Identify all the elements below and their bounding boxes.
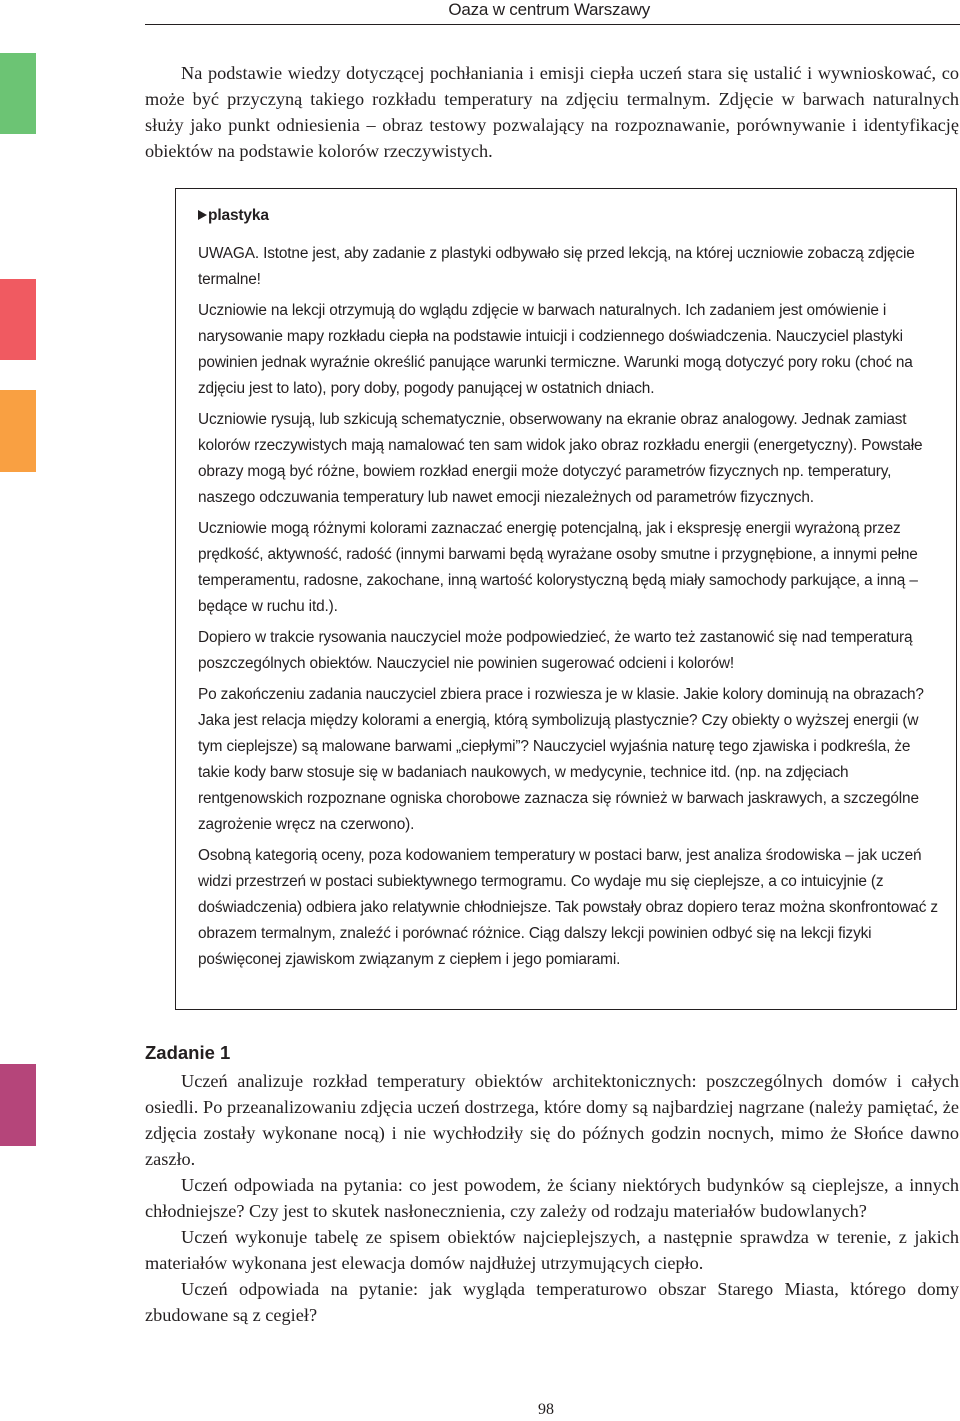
task-title: Zadanie 1 — [145, 1042, 231, 1063]
task-paragraph: Uczeń wykonuje tabelę ze spisem obiektów najcieplejszych, a następnie sprawdza w terenie, z jakich materiałów wykonana jest elewacja domów najdłużej utrzymujących ciepło. — [145, 1227, 959, 1273]
triangle-arrow-icon — [198, 210, 207, 220]
task-section — [145, 1068, 959, 1328]
box-paragraph: Osobną kategorią oceny, poza kodowaniem temperatury w postaci barw, jest analiza środowiska – jak uczeń widzi przestrzeń w postaci subiektywnego termogramu. Co wydaje mu się cieplejsze, a co intuicyjnie (z doświadczenia) odbiera jako relatywnie chłodniejsze. Tak powstały obraz dopiero teraz można skonfrontować z obrazem termalnym, znaleźć i porównać różnice. Ciąg dalszy lekcji powinien odbyć się na lekcji fizyki poświęconej zjawiskom związanym z ciepłem i jego pomiarami. — [198, 847, 938, 968]
task-paragraph: Uczeń analizuje rozkład temperatury obiektów architektonicznych: poszczególnych domów i całych osiedli. Po przeanalizowaniu zdjęcia uczeń dostrzega, które domy są najbardziej nagrzane (należy pamiętać, że zdjęcia zostały wykonane nocą) i nie wychłodziły się do późnych godzin nocnych, mimo że Słońce dawno zaszło. — [145, 1071, 959, 1169]
box-paragraph: Uczniowie na lekcji otrzymują do wglądu zdjęcie w barwach naturalnych. Ich zadaniem jest omówienie i narysowanie mapy rozkładu ciepła na podstawie intuicji i codziennego doświadczenia. Nauczyciel plastyki powinien jednak wyraźnie określić panujące warunki termiczne. Warunki mogą dotyczyć pory roku (choć na zdjęciu jest to lato), pory doby, pogody panującej w ostatnich dniach. — [198, 302, 913, 397]
art-lesson-box — [175, 188, 957, 1010]
subject-tag — [198, 203, 938, 229]
box-paragraph: Po zakończeniu zadania nauczyciel zbiera prace i rozwiesza je w klasie. Jakie kolory dominują na obrazach? Jaka jest relacja między kolorami a energią, którą symbolizują plastycznie? Czy obiekty o wyższej energii (w tym cieplejsze) są malowane barwami „ciepłymi”? Nauczyciel wyjaśnia naturę tego zjawiska i podkreśla, że takie kody barw stosuje się w badaniach naukowych, w medycynie, technice itd. (np. na zdjęciach rentgenowskich rozpoznane ogniska chorobowe zaznacza się również w barwach jaskrawych, a szczególne zagrożenie wręcz na czerwono). — [198, 686, 924, 833]
running-header-title: Oaza w centrum Warszawy — [448, 0, 650, 19]
box-paragraph: Uczniowie mogą różnymi kolorami zaznaczać energię potencjalną, jak i ekspresję energii wyrażoną przez prędkość, aktywność, radość (innymi barwami będą wyrażane osoby smutne i przygnębione, a innymi pełne temperamentu, radosne, zakochane, inną wartość kolorystyczną będą miały samochody parkujące, a inną – będące w ruchu itd.). — [198, 520, 918, 615]
header-divider — [145, 24, 960, 25]
subject-tag-label: plastyka — [208, 207, 269, 224]
box-paragraph: Dopiero w trakcie rysowania nauczyciel może podpowiedzieć, że warto też zastanowić się nad temperaturą poszczególnych obiektów. Nauczyciel nie powinien sugerować odcieni i kolorów! — [198, 629, 913, 672]
side-tab-green — [0, 53, 36, 134]
task-paragraph: Uczeń odpowiada na pytanie: jak wygląda temperaturowo obszar Starego Miasta, którego domy zbudowane są z cegieł? — [145, 1279, 959, 1325]
box-paragraph: Uczniowie rysują, lub szkicują schematycznie, obserwowany na ekranie obraz analogowy. Jednak zamiast kolorów rzeczywistych mają namalować ten sam widok jako obraz rozkładu energii (energetyczny). Powstałe obrazy mogą być różne, bowiem rozkład energii może dotyczyć parametrów fizycznych np. temperatury, naszego odczuwania temperatury lub nawet emocji niezależnych od parametrów fizycznych. — [198, 411, 923, 506]
intro-section — [145, 60, 959, 164]
intro-paragraph: Na podstawie wiedzy dotyczącej pochłaniania i emisji ciepła uczeń stara się ustalić i wywnioskować, co może być przyczyną takiego rozkładu temperatury na zdjęciu termalnym. Zdjęcie w barwach naturalnych służy jako punkt odniesienia – obraz testowy pozwalający na rozpoznawanie, porównywanie i identyfikację obiektów na podstawie kolorów rzeczywistych. — [145, 63, 959, 161]
page-number: 98 — [538, 1401, 554, 1418]
task-paragraph: Uczeń odpowiada na pytania: co jest powodem, że ściany niektórych budynków są cieplejsze, a innych chłodniejsze? Czy jest to skutek nasłonecznienia, czy zależy od rodzaju materiałów budowlanych? — [145, 1175, 959, 1221]
side-tab-red — [0, 279, 36, 360]
box-paragraph: UWAGA. Istotne jest, aby zadanie z plastyki odbywało się przed lekcją, na której uczniowie zobaczą zdjęcie termalne! — [198, 245, 915, 288]
side-tab-magenta — [0, 1064, 36, 1146]
side-tab-orange — [0, 390, 36, 472]
